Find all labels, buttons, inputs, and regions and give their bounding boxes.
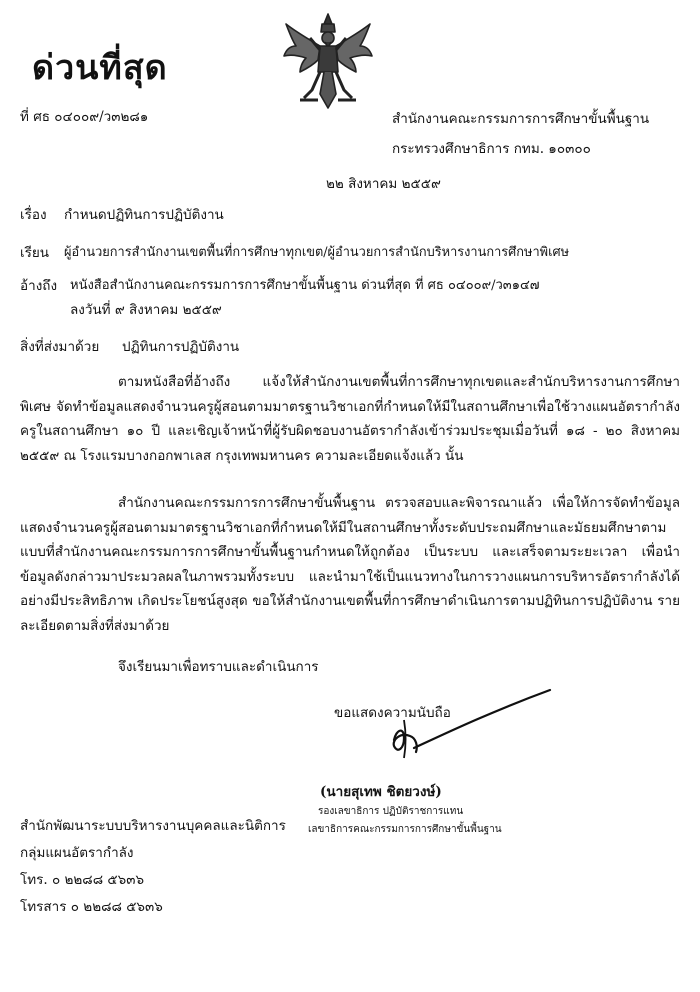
reference-label: อ้างถึง (20, 278, 58, 294)
document-number: ที่ ศธ ๐๔๐๐๙/ว๓๒๘๑ (20, 109, 149, 125)
signer-name: (นายสุเทพ ชิตยวงษ์) (320, 784, 442, 800)
agency-address: กระทรวงศึกษาธิการ กทม. ๑๐๓๐๐ (392, 141, 591, 157)
enclosure-text: ปฏิทินการปฏิบัติงาน (122, 339, 240, 355)
subject-text: กำหนดปฏิทินการปฏิบัติงาน (64, 207, 224, 223)
reference-line2: ลงวันที่ ๙ สิงหาคม ๒๕๕๙ (70, 302, 222, 318)
closing-line: จึงเรียนมาเพื่อทราบและดำเนินการ (118, 659, 319, 675)
signer-title-2: เลขาธิการคณะกรรมการการศึกษาขั้นพื้นฐาน (308, 824, 502, 835)
regards: ขอแสดงความนับถือ (334, 705, 451, 721)
document-date: ๒๒ สิงหาคม ๒๕๕๙ (326, 176, 441, 192)
to-label: เรียน (20, 245, 50, 261)
footer-group: กลุ่มแผนอัตรากำลัง (20, 845, 134, 861)
signer-title-1: รองเลขาธิการ ปฏิบัติราชการแทน (318, 806, 464, 817)
footer-office: สำนักพัฒนาระบบบริหารงานบุคคลและนิติการ (20, 818, 286, 834)
body-paragraph-1: ตามหนังสือที่อ้างถึง แจ้งให้สำนักงานเขตพื้นที่การศึกษาทุกเขตและสำนักบริหารงานการศึกษาพิเศษ จัดทำข้อมูลแสดงจำนวนครูผู้สอนตามมาตรฐานวิชาเอกที่กำหนดให้มีในสถานศึกษาเพื่อใช้วางแผนอัตรากำลังครูในสถานศึกษา ๑๐ ปี และเชิญเจ้าหน้าที่ผู้รับผิดชอบงานอัตรากำลังเข้าร่วมประชุมเมื่อวันที่ ๑๘ - ๒๐ สิงหาคม ๒๕๕๙ ณ โรงแรมบางกอกพาเลส กรุงเทพมหานคร ความละเอียดแจ้งแล้ว นั้น (20, 374, 680, 464)
subject-label: เรื่อง (20, 207, 47, 223)
footer-phone: โทร. ๐ ๒๒๘๘ ๕๖๓๖ (20, 872, 145, 888)
to-text: ผู้อำนวยการสำนักงานเขตพื้นที่การศึกษาทุกเขต/ผู้อำนวยการสำนักบริหารงานการศึกษาพิเศษ (64, 245, 570, 260)
signature-icon (360, 680, 580, 780)
reference-line1: หนังสือสำนักงานคณะกรรมการการศึกษาขั้นพื้นฐาน ด่วนที่สุด ที่ ศธ ๐๔๐๐๙/ว๓๑๔๗ (70, 278, 540, 293)
urgency-stamp: ด่วนที่สุด (32, 48, 168, 88)
body-paragraph-2: สำนักงานคณะกรรมการการศึกษาขั้นพื้นฐาน ตรวจสอบและพิจารณาแล้ว เพื่อให้การจัดทำข้อมูลแสดงจำนวนครูผู้สอนตามมาตรฐานวิชาเอกที่กำหนดให้มีในสถานศึกษาทั้งระดับประถมศึกษาและมัธยมศึกษาตามแบบที่สำนักงานคณะกรรมการการศึกษาขั้นพื้นฐานกำหนดให้ถูกต้อง เป็นระบบ และเสร็จตามระยะเวลา เพื่อนำข้อมูลดังกล่าวมาประมวลผลในภาพรวมทั้งระบบ และนำมาใช้เป็นแนวทางในการวางแผนการบริหารอัตรากำลังได้อย่างมีประสิทธิภาพ เกิดประโยชน์สูงสุด ขอให้สำนักงานเขตพื้นที่การศึกษาดำเนินการตามปฏิทินการปฏิบัติงาน รายละเอียดตามสิ่งที่ส่งมาด้วย (20, 495, 680, 634)
agency-name: สำนักงานคณะกรรมการการศึกษาขั้นพื้นฐาน (392, 111, 650, 127)
footer-fax: โทรสาร ๐ ๒๒๘๘ ๕๖๓๖ (20, 899, 163, 915)
garuda-emblem-icon (280, 10, 376, 114)
enclosure-label: สิ่งที่ส่งมาด้วย (20, 339, 100, 355)
